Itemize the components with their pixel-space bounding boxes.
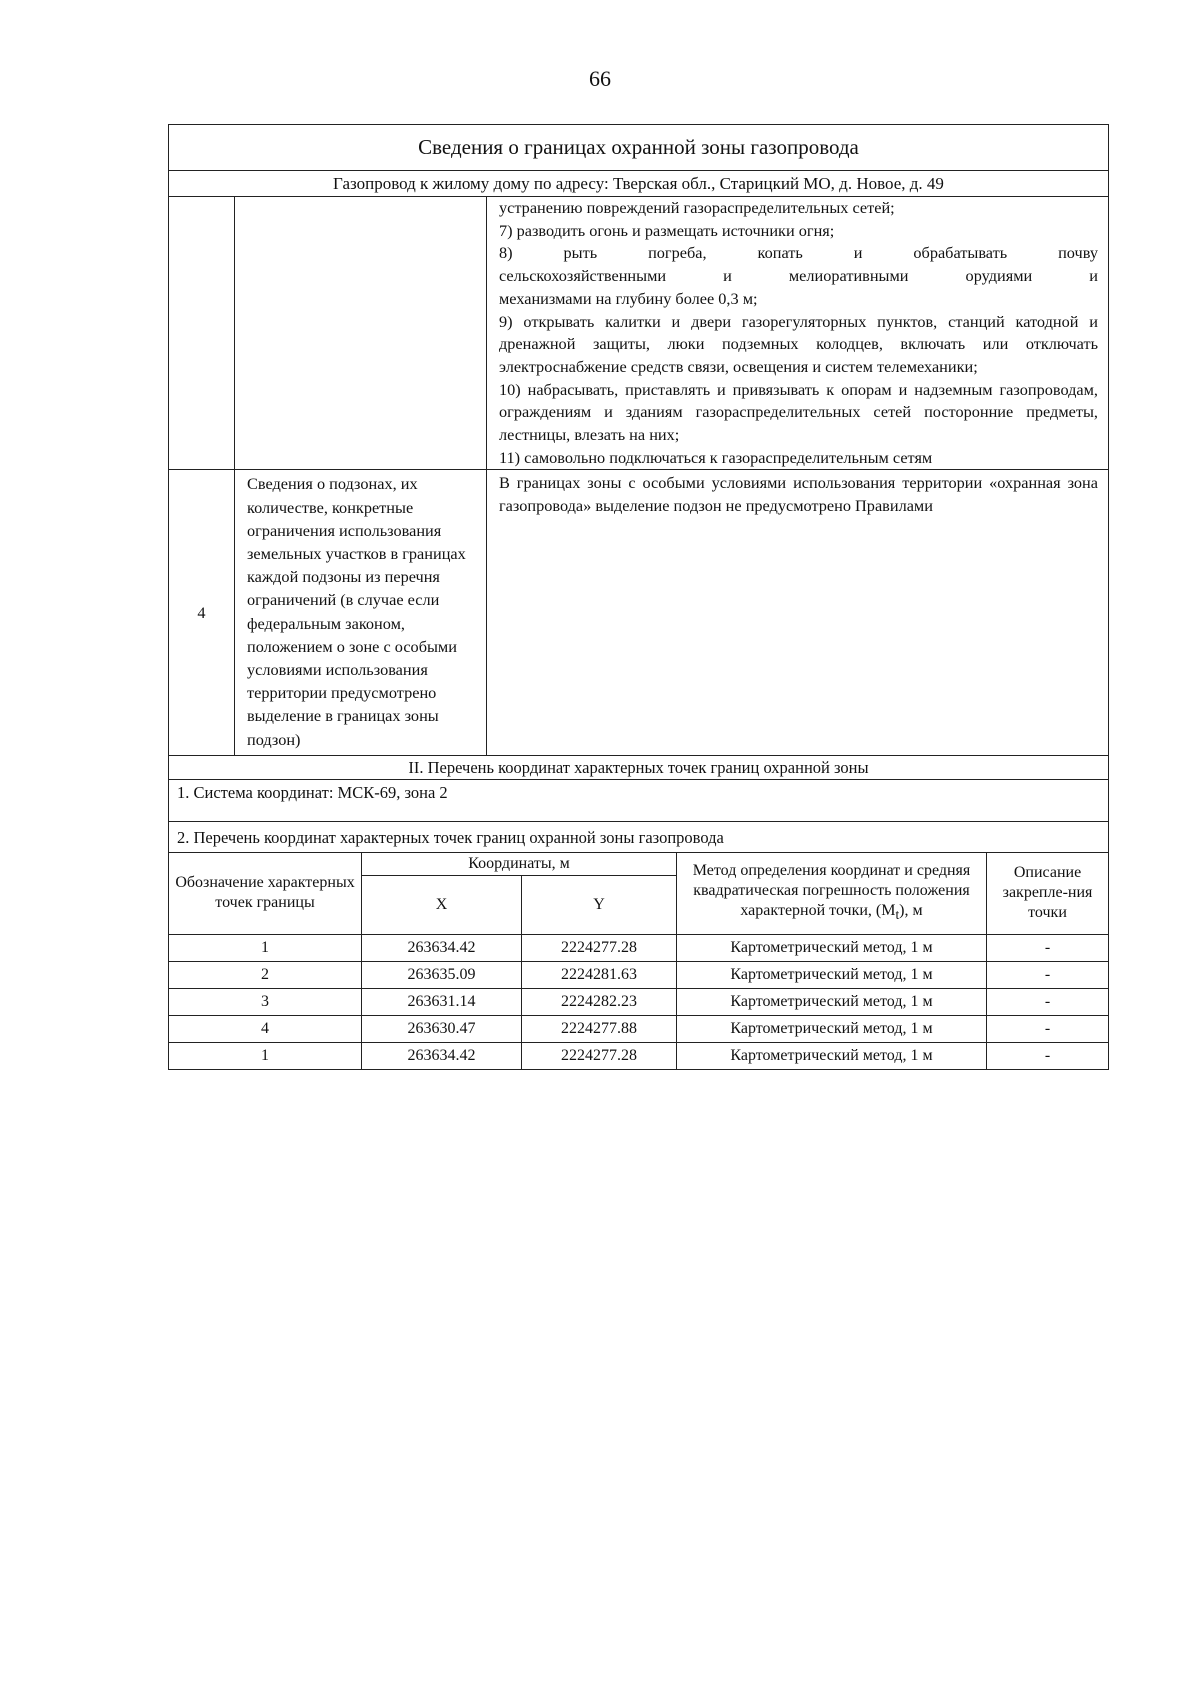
restrictions-list: [487, 197, 1109, 470]
x-cell: 263635.09: [362, 961, 522, 988]
continuation-row: [169, 197, 1109, 470]
table-row: [169, 934, 1109, 961]
coord-system-row: [169, 779, 1109, 821]
restriction-item-8-line1: 8) рыть погреба, копать и обрабатывать почву: [499, 243, 1098, 263]
col-y-header: Y: [522, 875, 677, 934]
y-cell: 2224277.88: [522, 1015, 677, 1042]
continuation-number-cell: [169, 197, 235, 470]
desc-cell: -: [987, 1015, 1109, 1042]
col-desc-header: Описание закрепле-ния точки: [987, 853, 1109, 935]
coord-system: 1. Система координат: МСК-69, зона 2: [169, 779, 1109, 821]
col-coords-header: Координаты, м: [362, 853, 677, 876]
col-x-header: X: [362, 875, 522, 934]
method-cell: Картометрический метод, 1 м: [677, 1015, 987, 1042]
table-row: [169, 1042, 1109, 1069]
row-4: [169, 470, 1109, 755]
restriction-item-8-line2: сельскохозяйственными и мелиоративными орудиями и: [499, 266, 1098, 286]
restriction-item-11: 11) самовольно подключаться к газораспределительным сетям: [499, 447, 933, 467]
x-cell: 263634.42: [362, 934, 522, 961]
restriction-item-7: 7) разводить огонь и размещать источники огня;: [499, 220, 835, 240]
point-cell: 2: [169, 961, 362, 988]
restriction-item-8-line3: механизмами на глубину более 0,3 м;: [499, 288, 758, 308]
y-cell: 2224277.28: [522, 934, 677, 961]
zone-info-table: [168, 124, 1109, 853]
document-subtitle: Газопровод к жилому дому по адресу: Тверская обл., Старицкий МО, д. Новое, д. 49: [169, 171, 1109, 197]
desc-cell: -: [987, 961, 1109, 988]
row-4-name: Сведения о подзонах, их количестве, конкретные ограничения использования земельных участков в границах каждой подзоны из перечня ограничений (в случае если федеральным законом, положением о зоне с особыми условиями использования территории предусмотрено выделение в границах зоны подзон): [235, 470, 487, 755]
method-cell: Картометрический метод, 1 м: [677, 934, 987, 961]
x-cell: 263630.47: [362, 1015, 522, 1042]
desc-cell: -: [987, 1042, 1109, 1069]
restriction-line: устранению повреждений газораспределительных сетей;: [499, 198, 895, 217]
point-cell: 1: [169, 934, 362, 961]
desc-cell: -: [987, 934, 1109, 961]
restriction-item-10: 10) набрасывать, приставлять и привязывать к опорам и надземным газопроводам, ограждениям и зданиям газораспределительных сетей посторонние предметы, лестницы, влезать на них;: [499, 379, 1098, 445]
y-cell: 2224277.28: [522, 1042, 677, 1069]
desc-cell: -: [987, 988, 1109, 1015]
x-cell: 263631.14: [362, 988, 522, 1015]
method-cell: Картометрический метод, 1 м: [677, 961, 987, 988]
point-cell: 3: [169, 988, 362, 1015]
method-cell: Картометрический метод, 1 м: [677, 1042, 987, 1069]
col-method-header: [677, 853, 987, 935]
table-row: [169, 988, 1109, 1015]
page-number: 66: [589, 66, 611, 91]
subtitle-row: [169, 171, 1109, 197]
table-row: [169, 1015, 1109, 1042]
col-point-header: Обозначение характерных точек границы: [169, 853, 362, 935]
method-cell: Картометрический метод, 1 м: [677, 988, 987, 1015]
restriction-item-9: 9) открывать калитки и двери газорегуляторных пунктов, станций катодной и дренажной защиты, люки подземных колодцев, включать или отключать электроснабжение средств связи, освещения и систем телемеханики;: [499, 311, 1098, 376]
y-cell: 2224281.63: [522, 961, 677, 988]
row-4-number: 4: [169, 470, 235, 755]
table-row: [169, 961, 1109, 988]
col-method-end: ), м: [899, 902, 923, 920]
point-cell: 4: [169, 1015, 362, 1042]
coordinates-table: [168, 853, 1109, 1070]
col-method-sub: t: [895, 907, 900, 923]
coordinates-header-row: [169, 853, 1109, 876]
document-title: Сведения о границах охранной зоны газопровода: [169, 125, 1109, 171]
point-cell: 1: [169, 1042, 362, 1069]
title-row: [169, 125, 1109, 171]
section-2-heading: II. Перечень координат характерных точек границ охранной зоны: [169, 755, 1109, 779]
x-cell: 263634.42: [362, 1042, 522, 1069]
zone-info-sheet: [168, 124, 1108, 1070]
coord-list-heading-row: [169, 821, 1109, 852]
coord-list-heading: 2. Перечень координат характерных точек границ охранной зоны газопровода: [169, 821, 1109, 852]
row-4-value: В границах зоны с особыми условиями использования территории «охранная зона газопровода» выделение подзон не предусмотрено Правилами: [487, 470, 1109, 755]
continuation-name-cell: [235, 197, 487, 470]
y-cell: 2224282.23: [522, 988, 677, 1015]
col-method-text: Метод определения координат и средняя квадратическая погрешность положения характерной точки, (M: [692, 862, 971, 920]
section-2-heading-row: [169, 755, 1109, 779]
